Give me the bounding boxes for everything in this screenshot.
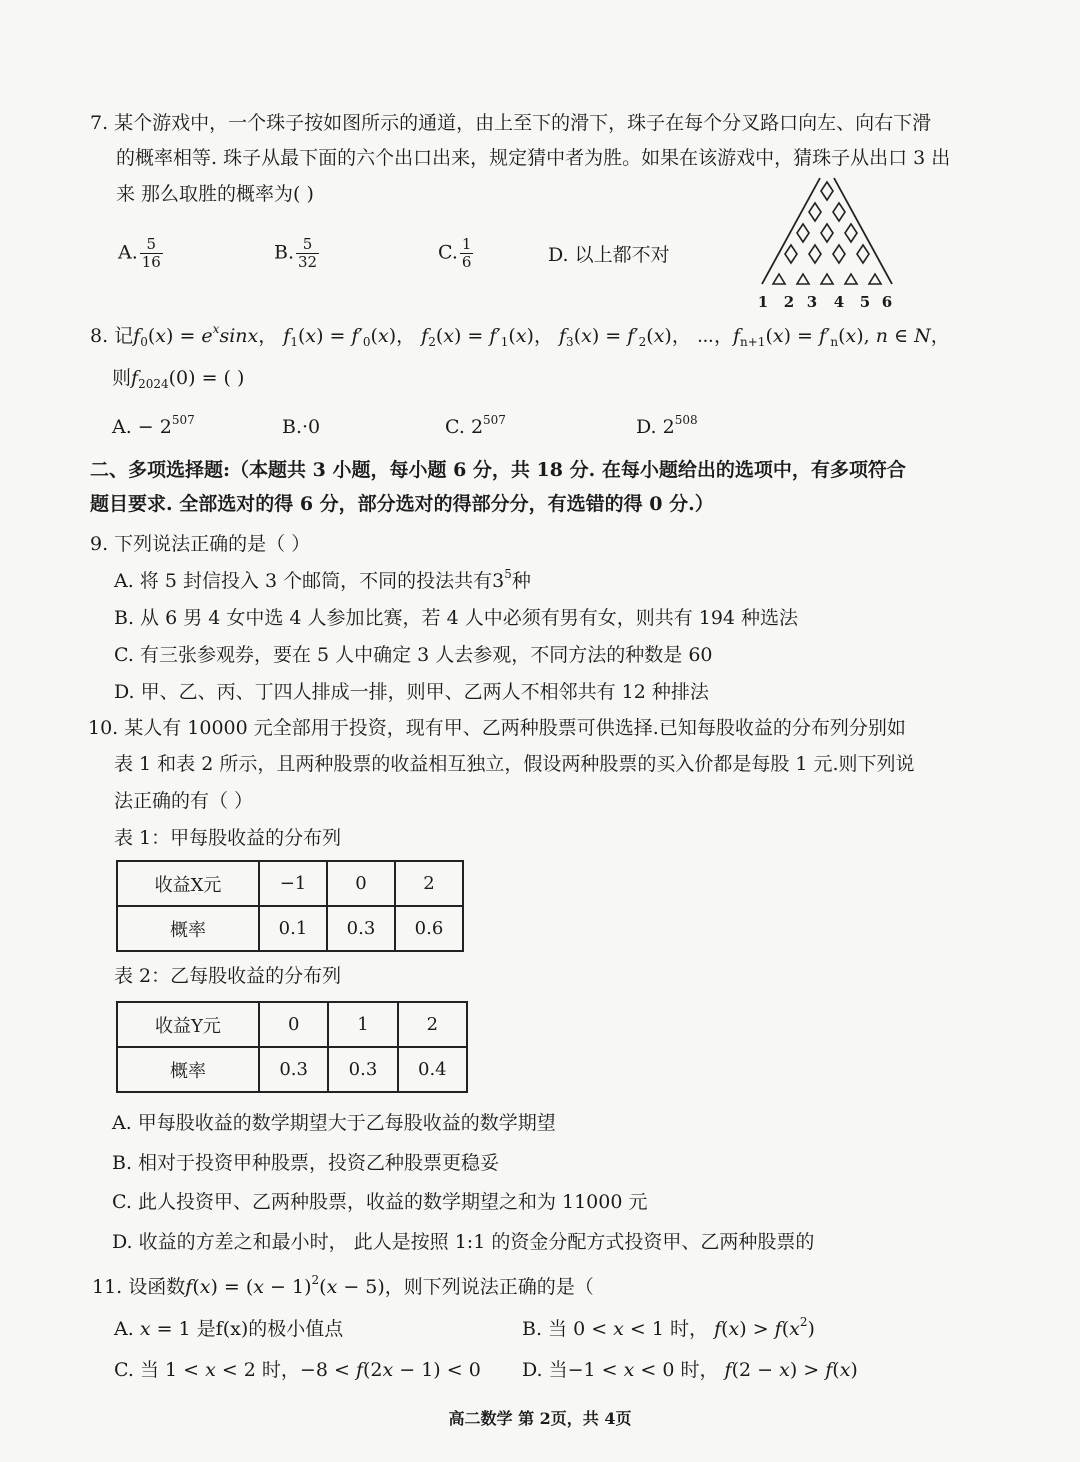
q7-option-a: A. $\frac{5}{16}$ (118, 235, 161, 271)
q11-option-c: C. 当 1 < x < 2 时，−8 < f(2x − 1) < 0 (114, 1359, 481, 1381)
exit-label-6: 6 (881, 293, 893, 311)
q7-option-c: C. $\frac{1}{6}$ (438, 235, 472, 271)
peg-diamond (821, 182, 833, 200)
q7-option-b: B. $\frac{5}{32}$ (274, 235, 318, 271)
q11-option-b: B. 当 0 < x < 1 时， $f(x) > f(x^2)$ (522, 1315, 815, 1340)
q9-stem: 9. 下列说法正确的是（ ） (90, 533, 311, 555)
table-cell: 0 (259, 1002, 328, 1047)
table-cell: 0.4 (398, 1047, 467, 1092)
q10-line-1: 10. 某人有 10000 元全部用于投资，现有甲、乙两种股票可供选择.已知每股收益的分布列分别如 (88, 717, 906, 739)
table-cell: 0.3 (259, 1047, 328, 1092)
table-cell: 0 (327, 861, 395, 906)
peg-diamond (809, 245, 821, 263)
table-cell: 收益Y元 (117, 1002, 259, 1047)
exit-label-3: 3 (806, 293, 818, 311)
peg-diamond (809, 203, 821, 221)
table-cell: 2 (398, 1002, 467, 1047)
peg-triangle (869, 274, 881, 284)
table-cell: 0.1 (259, 906, 327, 951)
exit-label-1: 1 (757, 293, 769, 311)
q7-option-d: D. 以上都不对 (548, 244, 670, 266)
q11-option-a: A. x = 1 是f(x)的极小值点 (114, 1318, 344, 1340)
table-cell: 收益X元 (117, 861, 259, 906)
page-footer: 高二数学 第 2页，共 4页 (448, 1409, 632, 1428)
table-cell: 概率 (117, 906, 259, 951)
exit-label-4: 4 (833, 293, 845, 311)
peg-diamond (857, 245, 869, 263)
q8-line-2: 则$f_{2024}(0)$ = ( ) (112, 367, 245, 391)
left-wall-line (762, 178, 820, 284)
q11-option-d: D. 当−1 < x < 0 时， f(2 − x) > f(x) (522, 1359, 858, 1381)
table-2-title: 表 2：乙每股收益的分布列 (114, 965, 342, 987)
table-row (117, 1002, 467, 1047)
peg-diamond (845, 224, 857, 242)
q11-stem: 11. 设函数$f(x) = (x - 1)^2(x - 5)$，则下列说法正确的是（ (92, 1273, 594, 1298)
q10-line-3: 法正确的有（ ） (114, 790, 254, 812)
right-wall-line (834, 178, 892, 284)
fraction: $\frac{5}{32}$ (298, 235, 318, 271)
table-cell: 0.3 (327, 906, 395, 951)
exit-label-2: 2 (783, 293, 795, 311)
table-cell: 0.6 (395, 906, 463, 951)
table-row (117, 1047, 467, 1092)
peg-diamond (785, 245, 797, 263)
exit-label-5: 5 (859, 293, 871, 311)
table-cell: −1 (259, 861, 327, 906)
peg-triangle (797, 274, 809, 284)
fraction: $\frac{5}{16}$ (141, 235, 161, 271)
q8-option-b: B.·0 (282, 416, 321, 438)
peg-diamond (821, 224, 833, 242)
table-cell: 2 (395, 861, 463, 906)
table-row (117, 906, 463, 951)
fraction: $\frac{1}{6}$ (461, 235, 472, 271)
distribution-table-1 (116, 860, 464, 952)
galton-board-diagram (752, 176, 902, 312)
q7-line-1: 7. 某个游戏中，一个珠子按如图所示的通道，由上至下的滑下，珠子在每个分叉路口向左、向右下滑 (90, 112, 932, 134)
peg-diamond (833, 203, 845, 221)
table-1-title: 表 1：甲每股收益的分布列 (114, 827, 342, 849)
section-2-header-line-1: 二、多项选择题:（本题共 3 小题，每小题 6 分，共 18 分. 在每小题给出的选项中，有多项符合 (90, 459, 906, 481)
q10-option-c: C. 此人投资甲、乙两种股票，收益的数学期望之和为 11000 元 (112, 1191, 648, 1213)
q10-option-a: A. 甲每股收益的数学期望大于乙每股收益的数学期望 (112, 1112, 556, 1134)
section-2-header-line-2: 题目要求. 全部选对的得 6 分，部分选对的得部分分，有选错的得 0 分.） (90, 493, 714, 515)
peg-diamond (797, 224, 809, 242)
q8-line-1: 8. 记$f_0(x) = e^x\sin x$， $f_1(x) = f'_0(x)$， $f_2(x) = f'_1(x)$， $f_3(x) = f'_2(x)$， ⋯，$f_{n+1}(x) = f'_n(x)$, n ∈ N， (90, 322, 950, 349)
q9-option-d: D. 甲、乙、丙、丁四人排成一排，则甲、乙两人不相邻共有 12 种排法 (114, 681, 709, 703)
q9-option-c: C. 有三张参观券，要在 5 人中确定 3 人去参观，不同方法的种数是 60 (114, 644, 713, 666)
table-row (117, 861, 463, 906)
q8-option-a: A. − $2^{507}$ (112, 413, 195, 438)
peg-triangle (845, 274, 857, 284)
peg-triangle (773, 274, 785, 284)
distribution-table-2 (116, 1001, 468, 1093)
q8-option-d: D. $2^{508}$ (636, 413, 698, 438)
q10-line-2: 表 1 和表 2 所示，且两种股票的收益相互独立，假设两种股票的买入价都是每股 1 元.则下列说 (114, 753, 915, 775)
q7-line-2: 的概率相等. 珠子从最下面的六个出口出来，规定猜中者为胜。如果在该游戏中，猜珠子从出口 3 出 (116, 147, 951, 169)
q9-option-b: B. 从 6 男 4 女中选 4 人参加比赛，若 4 人中必须有男有女，则共有 194 种选法 (114, 607, 799, 629)
q9-option-a: A. 将 5 封信投入 3 个邮筒，不同的投法共有$3^5$种 (114, 567, 531, 592)
peg-triangle (821, 274, 833, 284)
peg-diamond (833, 245, 845, 263)
q10-option-b: B. 相对于投资甲种股票，投资乙种股票更稳妥 (112, 1152, 500, 1174)
table-cell: 0.3 (328, 1047, 397, 1092)
q8-option-c: C. $2^{507}$ (445, 413, 506, 438)
table-cell: 概率 (117, 1047, 259, 1092)
table-cell: 1 (328, 1002, 397, 1047)
q10-option-d: D. 收益的方差之和最小时， 此人是按照 1:1 的资金分配方式投资甲、乙两种股票的 (112, 1231, 815, 1253)
q7-line-3: 来 那么取胜的概率为( ) (116, 183, 314, 205)
